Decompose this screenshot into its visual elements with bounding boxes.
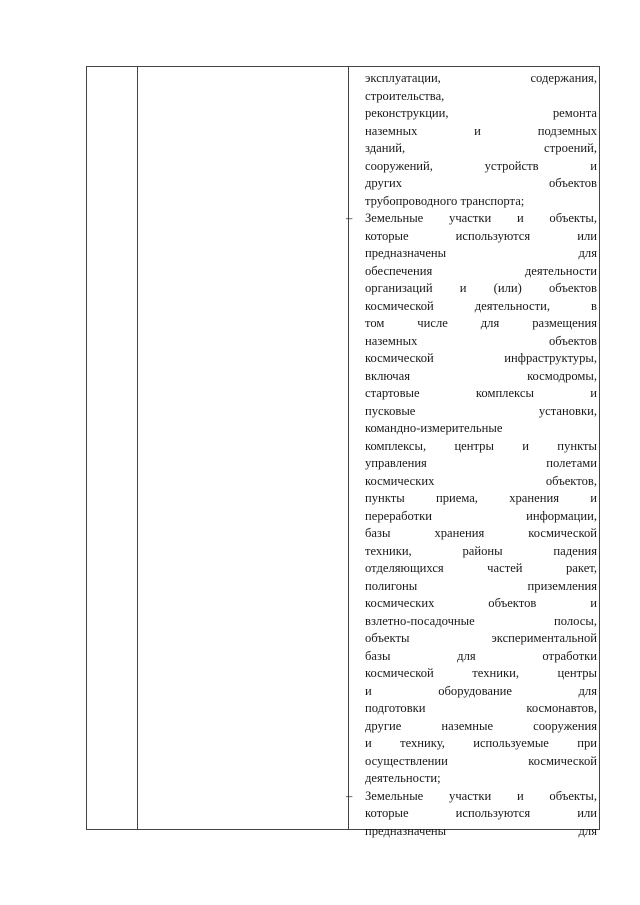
text-line: космических объектов,: [365, 473, 597, 488]
text-line: базы хранения космической: [365, 526, 597, 540]
text-line: которые используются или: [365, 228, 597, 243]
text-line: переработки информации,: [365, 508, 597, 523]
list-item: [346, 788, 597, 841]
text-line: стартовые комплексы и: [365, 386, 597, 400]
list-item: [346, 210, 597, 788]
text-line: объекты экспериментальной: [365, 631, 597, 645]
text-line: наземных и подземных: [365, 123, 597, 138]
text-line: сооружений, устройств и: [365, 158, 597, 173]
text-line: подготовки космонавтов,: [365, 701, 597, 715]
text-line: Земельные участки и объекты,: [365, 211, 597, 225]
text-line: обеспечения деятельности: [365, 263, 597, 278]
text-line: реконструкции, ремонта: [365, 106, 597, 120]
text-line: предназначены для: [365, 823, 597, 838]
table: [86, 66, 600, 838]
text-line: управления полетами: [365, 456, 597, 470]
text-line: трубопроводного транспорта;: [365, 193, 525, 208]
text-line: базы для отработки: [365, 648, 597, 663]
text-line: комплексы, центры и пункты: [365, 438, 597, 453]
text-line: пункты приема, хранения и: [365, 491, 597, 505]
text-line: наземных объектов: [365, 333, 597, 348]
text-line: техники, районы падения: [365, 543, 597, 558]
text-line: организаций и (или) объектов: [365, 281, 597, 295]
text-line: отделяющихся частей ракет,: [365, 561, 597, 575]
text-line: Земельные участки и объекты,: [365, 788, 597, 803]
list-dash-marker: –: [346, 211, 353, 225]
text-line: том числе для размещения: [365, 316, 597, 330]
table-cell-description: [346, 70, 597, 840]
text-line: предназначены для: [365, 246, 597, 260]
text-line: космических объектов и: [365, 596, 597, 610]
column-divider-1: [137, 67, 138, 829]
text-line: осуществлении космической: [365, 753, 597, 768]
list-dash-marker: –: [346, 788, 353, 803]
text-line: пусковые установки,: [365, 403, 597, 418]
column-divider-2: [348, 67, 349, 829]
continuation-paragraph: [365, 70, 597, 210]
text-line: другие наземные сооружения: [365, 718, 597, 733]
text-line: других объектов: [365, 176, 597, 190]
text-line: командно-измерительные: [365, 421, 503, 435]
text-line: зданий, строений,: [365, 141, 597, 155]
text-line: взлетно-посадочные полосы,: [365, 613, 597, 628]
text-line: космической деятельности, в: [365, 298, 597, 313]
text-line: деятельности;: [365, 771, 441, 785]
text-line: строительства,: [365, 88, 445, 103]
text-line: которые используются или: [365, 806, 597, 820]
text-line: включая космодромы,: [365, 368, 597, 383]
text-line: и оборудование для: [365, 683, 597, 698]
text-line: космической техники, центры: [365, 666, 597, 680]
text-line: космической инфраструктуры,: [365, 351, 597, 365]
text-line: эксплуатации, содержания,: [365, 71, 597, 85]
text-line: полигоны приземления: [365, 578, 597, 593]
text-line: и технику, используемые при: [365, 736, 597, 750]
